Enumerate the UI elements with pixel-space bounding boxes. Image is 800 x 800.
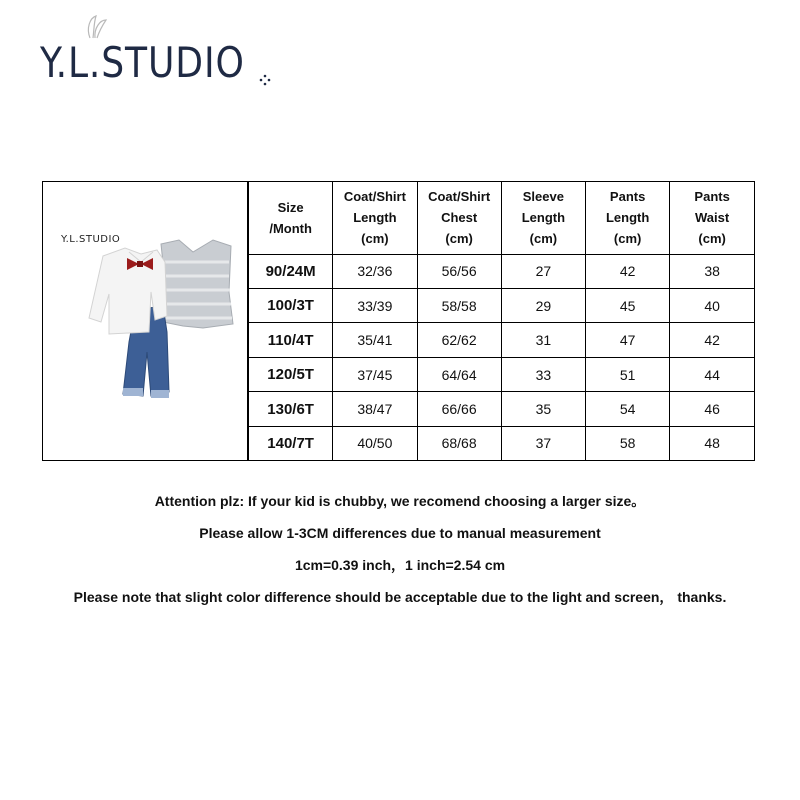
cell-size: 90/24M bbox=[249, 254, 333, 288]
cell-pants-length: 42 bbox=[586, 254, 670, 288]
photo-brand-label: Y.L.STUDIO bbox=[61, 234, 121, 245]
cell-size: 120/5T bbox=[249, 357, 333, 391]
header-coat-chest: Coat/Shirt Chest (cm) bbox=[417, 182, 501, 254]
cell-coat-length: 37/45 bbox=[333, 357, 417, 391]
table-row bbox=[249, 254, 755, 288]
cell-size: 130/6T bbox=[249, 392, 333, 426]
note-conversion: 1cm=0.39 inch，1 inch=2.54 cm bbox=[294, 557, 506, 573]
cell-pants-waist: 40 bbox=[670, 288, 754, 322]
table-row bbox=[249, 426, 755, 460]
cell-coat-chest: 68/68 bbox=[417, 426, 501, 460]
cell-coat-chest: 58/58 bbox=[417, 288, 501, 322]
table-row bbox=[249, 323, 755, 357]
cell-coat-chest: 64/64 bbox=[417, 357, 501, 391]
brand-logo bbox=[40, 14, 250, 94]
logo-dots-icon bbox=[259, 74, 271, 86]
bunny-ear-icon bbox=[84, 14, 108, 40]
cell-sleeve-length: 37 bbox=[501, 426, 585, 460]
cell-sleeve-length: 27 bbox=[501, 254, 585, 288]
table-row bbox=[249, 288, 755, 322]
cell-pants-length: 47 bbox=[586, 323, 670, 357]
cell-coat-chest: 66/66 bbox=[417, 392, 501, 426]
cell-sleeve-length: 33 bbox=[501, 357, 585, 391]
cell-pants-length: 51 bbox=[586, 357, 670, 391]
notes-section bbox=[0, 490, 800, 618]
cell-pants-length: 45 bbox=[586, 288, 670, 322]
note-chubby: Attention plz: If your kid is chubby, we recomend choosing a larger size。 bbox=[154, 493, 646, 509]
cell-pants-waist: 44 bbox=[670, 357, 754, 391]
header-pants-waist: Pants Waist (cm) bbox=[670, 182, 754, 254]
table-row bbox=[249, 392, 755, 426]
header-pants-length: Pants Length (cm) bbox=[586, 182, 670, 254]
size-chart bbox=[42, 181, 755, 461]
cell-coat-length: 32/36 bbox=[333, 254, 417, 288]
cell-pants-waist: 46 bbox=[670, 392, 754, 426]
note-color: Please note that slight color difference should be acceptable due to the light and screen， thanks. bbox=[73, 589, 727, 605]
cell-coat-length: 40/50 bbox=[333, 426, 417, 460]
table-row bbox=[249, 357, 755, 391]
outfit-illustration bbox=[43, 182, 248, 460]
header-size: Size /Month bbox=[249, 182, 333, 254]
cell-pants-waist: 38 bbox=[670, 254, 754, 288]
cell-coat-chest: 56/56 bbox=[417, 254, 501, 288]
cell-sleeve-length: 35 bbox=[501, 392, 585, 426]
product-photo bbox=[43, 182, 248, 460]
logo-text: Y.L.STUDIO bbox=[40, 38, 245, 87]
cell-sleeve-length: 31 bbox=[501, 323, 585, 357]
cell-pants-length: 58 bbox=[586, 426, 670, 460]
cell-pants-waist: 42 bbox=[670, 323, 754, 357]
header-sleeve-length: Sleeve Length (cm) bbox=[501, 182, 585, 254]
cell-pants-length: 54 bbox=[586, 392, 670, 426]
cell-size: 110/4T bbox=[249, 323, 333, 357]
size-table bbox=[248, 182, 754, 460]
cell-pants-waist: 48 bbox=[670, 426, 754, 460]
cell-size: 100/3T bbox=[249, 288, 333, 322]
cell-coat-length: 35/41 bbox=[333, 323, 417, 357]
cell-coat-chest: 62/62 bbox=[417, 323, 501, 357]
table-header-row bbox=[249, 182, 755, 254]
cell-size: 140/7T bbox=[249, 426, 333, 460]
cell-coat-length: 33/39 bbox=[333, 288, 417, 322]
cell-coat-length: 38/47 bbox=[333, 392, 417, 426]
cell-sleeve-length: 29 bbox=[501, 288, 585, 322]
note-measurement: Please allow 1-3CM differences due to manual measurement bbox=[199, 525, 601, 541]
header-coat-length: Coat/Shirt Length (cm) bbox=[333, 182, 417, 254]
vest-image bbox=[161, 240, 233, 328]
